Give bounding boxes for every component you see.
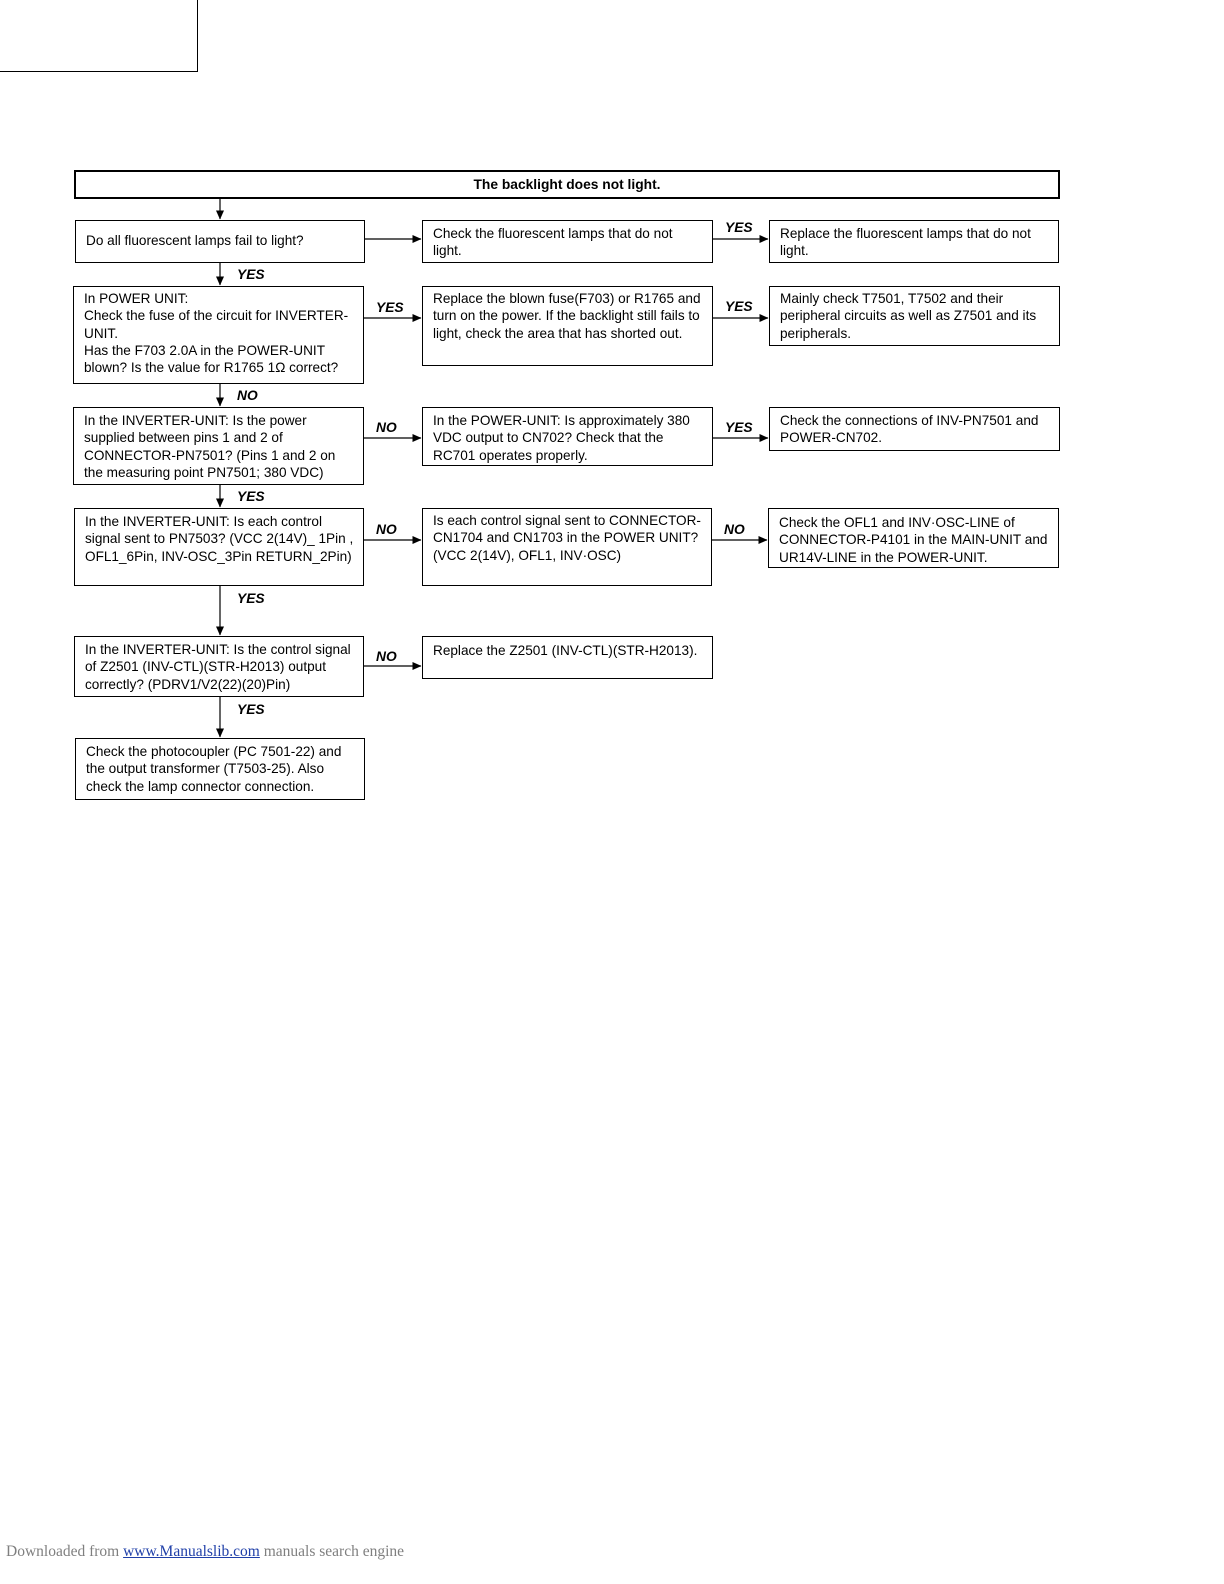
step-5-question: In the INVERTER-UNIT: Is the control signal of Z2501 (INV-CTL)(STR-H2013) output correctly? (PDRV1/V2(22)(20)Pin)	[74, 636, 364, 697]
footer-prefix: Downloaded from	[6, 1543, 124, 1560]
manualslib-link[interactable]: www.Manualslib.com	[123, 1543, 260, 1560]
label-yes-step2-right: YES	[725, 299, 753, 314]
step-2-action: Replace the blown fuse(F703) or R1765 and turn on the power. If the backlight still fails to light, check the area that has shorted out.	[422, 286, 713, 366]
step-5-action: Replace the Z2501 (INV-CTL)(STR-H2013).	[422, 636, 713, 679]
step-4-action: Check the OFL1 and INV·OSC-LINE of CONNECTOR-P4101 in the MAIN-UNIT and UR14V-LINE in the POWER-UNIT.	[768, 508, 1059, 568]
step-3-action: Check the connections of INV-PN7501 and POWER-CN702.	[769, 407, 1060, 451]
step-2-check: Mainly check T7501, T7502 and their peripheral circuits as well as Z7501 and its peripherals.	[769, 286, 1060, 346]
label-no-step2-down: NO	[237, 388, 258, 403]
label-yes-step5-down: YES	[237, 702, 265, 717]
step-3-question: In the INVERTER-UNIT: Is the power supplied between pins 1 and 2 of CONNECTOR-PN7501? (Pins 1 and 2 on the measuring point PN7501; 380 VDC)	[73, 407, 364, 485]
step-6-action: Check the photocoupler (PC 7501-22) and the output transformer (T7503-25). Also check the lamp connector connection.	[75, 738, 365, 800]
label-no-step4-right: NO	[724, 522, 745, 537]
label-no-step5: NO	[376, 649, 397, 664]
label-no-step4: NO	[376, 522, 397, 537]
footer-suffix: manuals search engine	[259, 1543, 405, 1560]
step-1-question: Do all fluorescent lamps fail to light?	[75, 220, 365, 263]
step-3-check: In the POWER-UNIT: Is approximately 380 VDC output to CN702? Check that the RC701 operates properly.	[422, 407, 713, 466]
step-1-action: Replace the fluorescent lamps that do not light.	[769, 220, 1059, 263]
label-yes-step4-down: YES	[237, 591, 265, 606]
flowchart-title: The backlight does not light.	[74, 170, 1060, 199]
step-1-check: Check the fluorescent lamps that do not light.	[422, 220, 713, 263]
step-4-question: In the INVERTER-UNIT: Is each control signal sent to PN7503? (VCC 2(14V)_ 1Pin , OFL1_6Pin, INV-OSC_3Pin RETURN_2Pin)	[74, 508, 364, 586]
label-yes-step1-right: YES	[725, 220, 753, 235]
label-no-step3: NO	[376, 420, 397, 435]
step-4-check: Is each control signal sent to CONNECTOR-CN1704 and CN1703 in the POWER UNIT? (VCC 2(14V), OFL1, INV·OSC)	[422, 508, 712, 586]
label-yes-step2: YES	[376, 300, 404, 315]
download-footer	[6, 1543, 404, 1561]
label-yes-step3-right: YES	[725, 420, 753, 435]
label-yes-step1-down: YES	[237, 267, 265, 282]
step-2-question: In POWER UNIT: Check the fuse of the circuit for INVERTER-UNIT. Has the F703 2.0A in the POWER-UNIT blown? Is the value for R1765 1Ω correct?	[73, 286, 364, 384]
label-yes-step3-down: YES	[237, 489, 265, 504]
